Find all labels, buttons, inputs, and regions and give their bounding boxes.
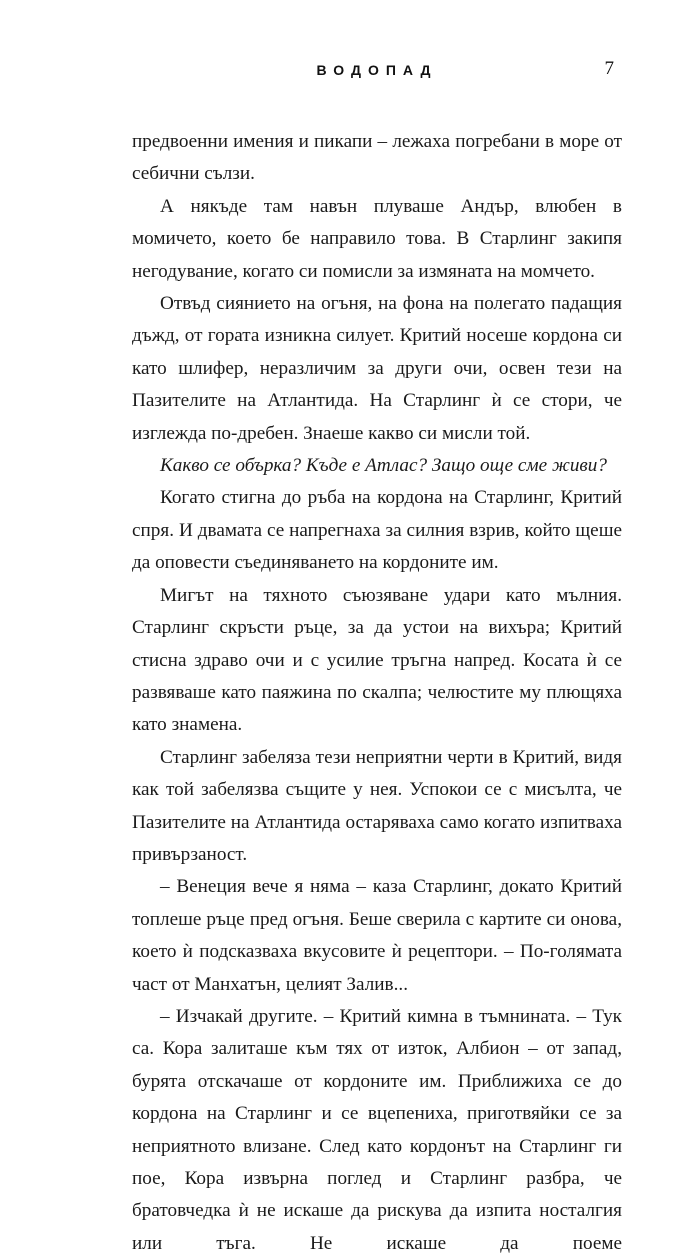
book-title: ВОДОПАД bbox=[316, 62, 438, 78]
italic-thought: Какво се обърка? Къде е Атлас? Защо още сме живи? bbox=[160, 455, 607, 477]
running-header bbox=[132, 58, 622, 88]
paragraph: А някъде там навън плуваше Андър, влюбен в момичето, което бе направило това. В Старлинг закипя негодувание, когато си помисли за измяната на момчето. bbox=[132, 195, 622, 282]
dialogue-paragraph: – Изчакай другите. – Критий кимна в тъмнината. – Тук са. Кора залиташе към тях от изток, Албион – от запад, бурята отскачаше от кордоните им. Приближиха се до кордона на Старлинг и се вцепениха, приготвяйки се за неприятното влизане. След като кордонът на Старлинг ги пое, Кора извърна поглед и Старлинг разбра, че братовчедка ѝ не искаше да рискува да изпита носталгия или тъга. Не искаше да поеме bbox=[132, 1005, 622, 1254]
paragraph: Старлинг забеляза тези неприятни черти в Критий, видя как той забелязва същите у нея. Успокои се с мисълта, че Пазителите на Атлантида остаряваха само когато изпитваха привързаност. bbox=[132, 746, 622, 865]
paragraph: предвоенни имения и пикапи – лежаха погребани в море от себични сълзи. bbox=[132, 131, 622, 185]
body-text bbox=[132, 126, 622, 1260]
paragraph: Когато стигна до ръба на кордона на Старлинг, Критий спря. И двамата се напрегнаха за силния взрив, който щеше да оповести съединяването на кордоните им. bbox=[132, 487, 622, 574]
dialogue-paragraph: – Венеция вече я няма – каза Старлинг, докато Критий топлеше ръце пред огъня. Беше сверила с картите си онова, което ѝ подсказваха вкусовите ѝ рецептори. – По-голямата част от Манхатън, целият Залив... bbox=[132, 876, 622, 995]
page-number: 7 bbox=[604, 58, 614, 79]
paragraph: Отвъд сиянието на огъня, на фона на полегато падащия дъжд, от гората изникна силует. Критий носеше кордона си като шлифер, неразличим за други очи, освен тези на Пазителите на Атлантида. На Старлинг ѝ се стори, че изглежда по-дребен. Знаеше какво си мисли той. bbox=[132, 293, 622, 444]
paragraph: Мигът на тяхното съюзяване удари като мълния. Старлинг скръсти ръце, за да устои на вихъра; Критий стисна здраво очи и с усилие тръгна напред. Косата ѝ се развяваше като паяжина по скалпа; челюстите му плющяха като знамена. bbox=[132, 584, 622, 736]
